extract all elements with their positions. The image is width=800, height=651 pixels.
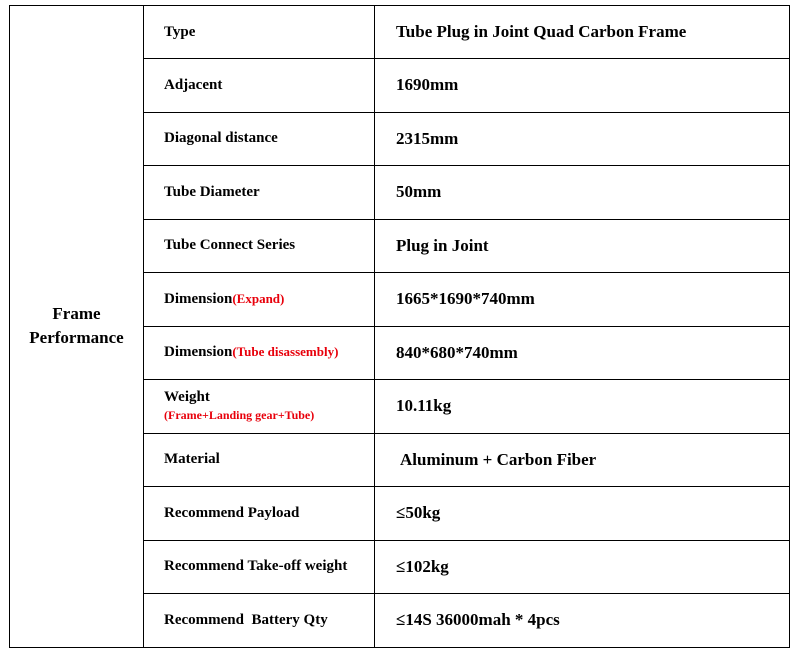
spec-label-text: Dimension	[164, 344, 233, 361]
spec-label-dimension-disassembly	[144, 326, 375, 380]
spec-value-recommend-battery-qty: ≤14S 36000mah * 4pcs	[375, 594, 790, 648]
category-line-2: Performance	[29, 328, 124, 348]
spec-value-recommend-payload: ≤50kg	[375, 487, 790, 541]
spec-label-text: Recommend Battery Qty	[164, 611, 328, 628]
spec-label-tube-diameter	[144, 166, 375, 220]
spec-note: (Frame+Landing gear+Tube)	[164, 408, 315, 423]
spec-value-tube-diameter: 50mm	[375, 166, 790, 220]
spec-value-recommend-takeoff-weight: ≤102kg	[375, 540, 790, 594]
spec-label-recommend-battery-qty	[144, 594, 375, 648]
table-row	[10, 6, 790, 59]
spec-value-tube-connect-series: Plug in Joint	[375, 219, 790, 273]
spec-label-text: Type	[164, 23, 196, 40]
spec-label-text: Weight	[164, 389, 210, 406]
spec-value-weight: 10.11kg	[375, 380, 790, 434]
spec-label-recommend-takeoff-weight	[144, 540, 375, 594]
category-line-1: Frame	[52, 304, 101, 324]
spec-label-weight	[144, 380, 375, 434]
spec-label-text: Material	[164, 451, 220, 468]
spec-value-diagonal-distance: 2315mm	[375, 112, 790, 166]
spec-value-type: Tube Plug in Joint Quad Carbon Frame	[375, 6, 790, 59]
spec-label-text: Recommend Take-off weight	[164, 558, 348, 575]
spec-label-text: Dimension	[164, 290, 233, 307]
spec-label-diagonal-distance	[144, 112, 375, 166]
spec-label-adjacent	[144, 59, 375, 113]
category-cell	[10, 6, 144, 648]
frame-spec-table	[9, 5, 790, 648]
spec-label-recommend-payload	[144, 487, 375, 541]
spec-value-adjacent: 1690mm	[375, 59, 790, 113]
spec-value-material: Aluminum + Carbon Fiber	[375, 433, 790, 487]
spec-label-text: Tube Connect Series	[164, 237, 296, 254]
spec-label-text: Adjacent	[164, 76, 223, 93]
spec-value-dimension-disassembly: 840*680*740mm	[375, 326, 790, 380]
spec-label-dimension-expand	[144, 273, 375, 327]
spec-label-text: Tube Diameter	[164, 183, 260, 200]
spec-note: (Expand)	[232, 290, 285, 306]
spec-label-material	[144, 433, 375, 487]
spec-label-tube-connect-series	[144, 219, 375, 273]
spec-value-dimension-expand: 1665*1690*740mm	[375, 273, 790, 327]
spec-label-text: Diagonal distance	[164, 130, 278, 147]
spec-note: (Tube disassembly)	[232, 344, 339, 360]
spec-label-type	[144, 6, 375, 59]
spec-label-text: Recommend Payload	[164, 504, 300, 521]
